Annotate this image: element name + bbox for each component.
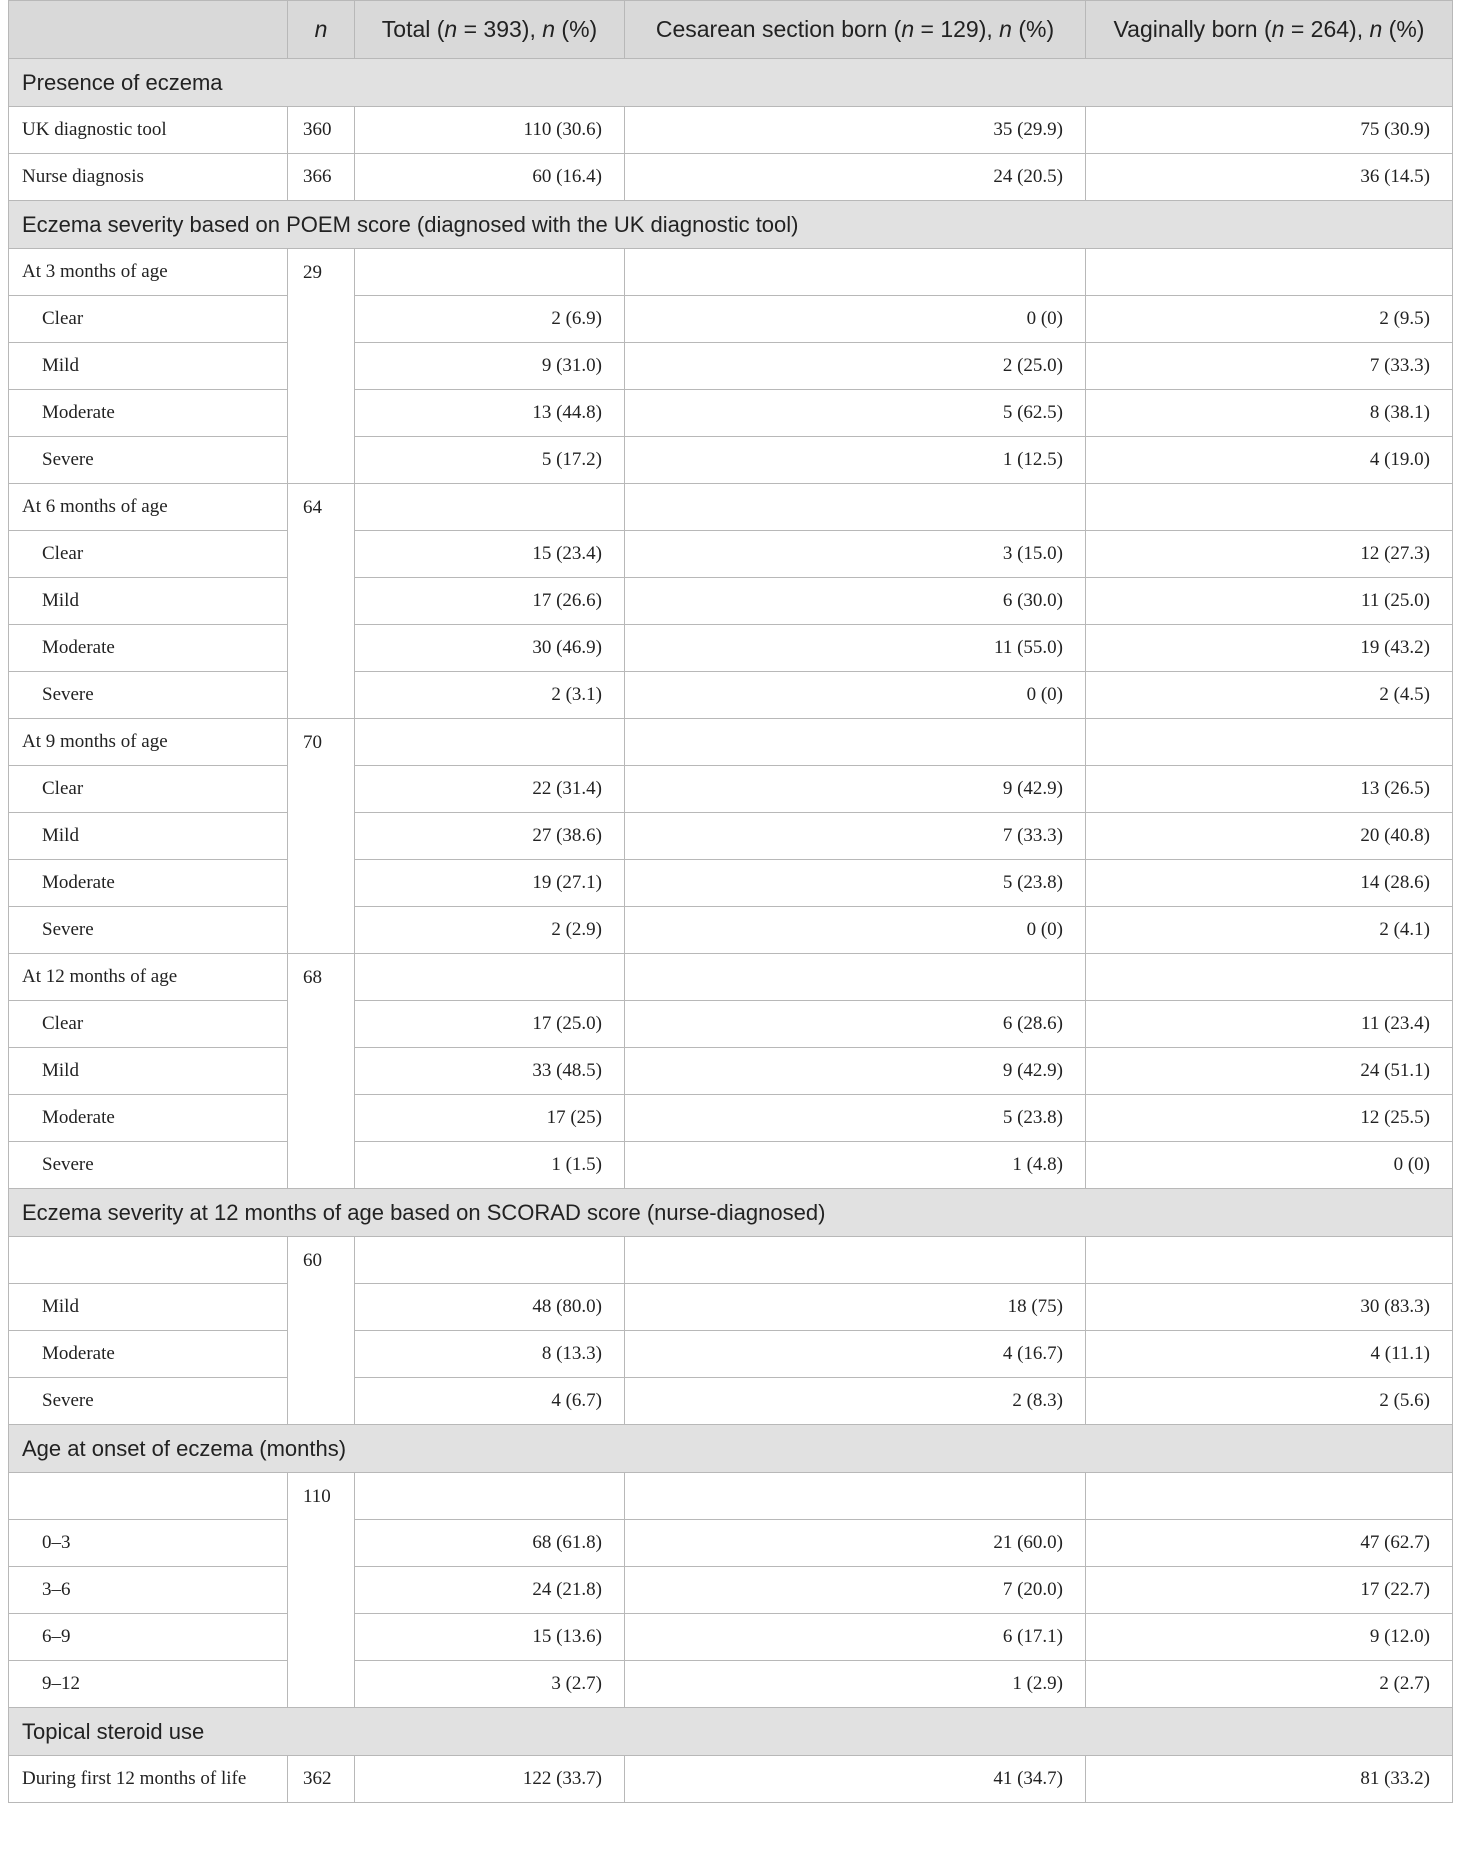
cell-cesarean: 7 (20.0) <box>625 1567 1086 1614</box>
cell-total: 4 (6.7) <box>355 1378 625 1425</box>
cell-vaginal: 2 (9.5) <box>1086 296 1453 343</box>
cell-total: 33 (48.5) <box>355 1048 625 1095</box>
cell-n: 366 <box>288 154 355 201</box>
table-row <box>9 531 1453 578</box>
cell-cesarean: 1 (4.8) <box>625 1142 1086 1189</box>
cell-vaginal: 11 (25.0) <box>1086 578 1453 625</box>
row-label: 0–3 <box>9 1520 288 1567</box>
cell-empty <box>1086 1237 1453 1284</box>
cell-vaginal: 24 (51.1) <box>1086 1048 1453 1095</box>
row-label: UK diagnostic tool <box>9 107 288 154</box>
row-label: Clear <box>9 531 288 578</box>
cell-total: 60 (16.4) <box>355 154 625 201</box>
cell-total: 8 (13.3) <box>355 1331 625 1378</box>
table-row <box>9 296 1453 343</box>
cell-cesarean: 9 (42.9) <box>625 1048 1086 1095</box>
cell-vaginal: 13 (26.5) <box>1086 766 1453 813</box>
section-row <box>9 201 1453 249</box>
cell-empty <box>625 484 1086 531</box>
row-label: Severe <box>9 672 288 719</box>
cell-cesarean: 5 (23.8) <box>625 860 1086 907</box>
cell-vaginal: 75 (30.9) <box>1086 107 1453 154</box>
header-cesarean: Cesarean section born (n = 129), n (%) <box>625 1 1086 59</box>
table-row <box>9 1331 1453 1378</box>
cell-total: 15 (13.6) <box>355 1614 625 1661</box>
cell-cesarean: 35 (29.9) <box>625 107 1086 154</box>
cell-vaginal: 19 (43.2) <box>1086 625 1453 672</box>
table-row <box>9 1756 1453 1803</box>
cell-n: 110 <box>288 1473 355 1708</box>
row-label: 9–12 <box>9 1661 288 1708</box>
cell-total: 19 (27.1) <box>355 860 625 907</box>
section-heading: Age at onset of eczema (months) <box>9 1425 1453 1473</box>
table-row <box>9 1001 1453 1048</box>
row-label: Moderate <box>9 625 288 672</box>
row-label: Moderate <box>9 860 288 907</box>
cell-vaginal: 0 (0) <box>1086 1142 1453 1189</box>
cell-total: 17 (25) <box>355 1095 625 1142</box>
cell-vaginal: 14 (28.6) <box>1086 860 1453 907</box>
table-row <box>9 625 1453 672</box>
eczema-outcomes-table <box>8 0 1453 1803</box>
section-heading: Eczema severity based on POEM score (diagnosed with the UK diagnostic tool) <box>9 201 1453 249</box>
cell-cesarean: 9 (42.9) <box>625 766 1086 813</box>
table-body <box>9 59 1453 1803</box>
cell-total: 5 (17.2) <box>355 437 625 484</box>
cell-vaginal: 17 (22.7) <box>1086 1567 1453 1614</box>
cell-empty <box>355 1237 625 1284</box>
cell-empty <box>625 249 1086 296</box>
cell-total: 30 (46.9) <box>355 625 625 672</box>
cell-cesarean: 0 (0) <box>625 907 1086 954</box>
cell-cesarean: 7 (33.3) <box>625 813 1086 860</box>
table-row <box>9 154 1453 201</box>
cell-total: 48 (80.0) <box>355 1284 625 1331</box>
cell-cesarean: 3 (15.0) <box>625 531 1086 578</box>
cell-cesarean: 5 (62.5) <box>625 390 1086 437</box>
table-row <box>9 107 1453 154</box>
cell-vaginal: 2 (4.5) <box>1086 672 1453 719</box>
group-label: At 6 months of age <box>9 484 288 531</box>
row-label: Clear <box>9 1001 288 1048</box>
cell-total: 27 (38.6) <box>355 813 625 860</box>
cell-vaginal: 47 (62.7) <box>1086 1520 1453 1567</box>
cell-empty <box>355 1473 625 1520</box>
section-row <box>9 1708 1453 1756</box>
cell-n: 60 <box>288 1237 355 1425</box>
table-row <box>9 1284 1453 1331</box>
cell-total: 13 (44.8) <box>355 390 625 437</box>
table-row <box>9 437 1453 484</box>
row-label: Clear <box>9 296 288 343</box>
group-label: At 9 months of age <box>9 719 288 766</box>
cell-total: 22 (31.4) <box>355 766 625 813</box>
table-row <box>9 813 1453 860</box>
cell-cesarean: 0 (0) <box>625 296 1086 343</box>
cell-cesarean: 4 (16.7) <box>625 1331 1086 1378</box>
group-label: At 3 months of age <box>9 249 288 296</box>
cell-empty <box>1086 484 1453 531</box>
cell-total: 17 (26.6) <box>355 578 625 625</box>
cell-vaginal: 12 (27.3) <box>1086 531 1453 578</box>
table-row <box>9 766 1453 813</box>
cell-cesarean: 11 (55.0) <box>625 625 1086 672</box>
cell-empty <box>625 719 1086 766</box>
cell-cesarean: 6 (30.0) <box>625 578 1086 625</box>
cell-empty <box>1086 249 1453 296</box>
header-total: Total (n = 393), n (%) <box>355 1 625 59</box>
cell-cesarean: 5 (23.8) <box>625 1095 1086 1142</box>
row-label: 3–6 <box>9 1567 288 1614</box>
cell-total: 24 (21.8) <box>355 1567 625 1614</box>
cell-cesarean: 1 (2.9) <box>625 1661 1086 1708</box>
cell-vaginal: 12 (25.5) <box>1086 1095 1453 1142</box>
group-label <box>9 1473 288 1520</box>
row-label: Mild <box>9 343 288 390</box>
group-label <box>9 1237 288 1284</box>
cell-empty <box>625 954 1086 1001</box>
cell-vaginal: 9 (12.0) <box>1086 1614 1453 1661</box>
cell-total: 68 (61.8) <box>355 1520 625 1567</box>
table-row <box>9 390 1453 437</box>
cell-total: 9 (31.0) <box>355 343 625 390</box>
cell-total: 110 (30.6) <box>355 107 625 154</box>
section-heading: Topical steroid use <box>9 1708 1453 1756</box>
group-label: At 12 months of age <box>9 954 288 1001</box>
row-label: Moderate <box>9 390 288 437</box>
cell-cesarean: 2 (25.0) <box>625 343 1086 390</box>
table-row <box>9 1661 1453 1708</box>
cell-cesarean: 1 (12.5) <box>625 437 1086 484</box>
cell-n: 68 <box>288 954 355 1189</box>
cell-n: 362 <box>288 1756 355 1803</box>
cell-vaginal: 36 (14.5) <box>1086 154 1453 201</box>
table-row <box>9 1048 1453 1095</box>
cell-vaginal: 2 (4.1) <box>1086 907 1453 954</box>
cell-vaginal: 20 (40.8) <box>1086 813 1453 860</box>
header-row <box>9 1 1453 59</box>
table-row <box>9 672 1453 719</box>
row-label: Clear <box>9 766 288 813</box>
cell-total: 2 (3.1) <box>355 672 625 719</box>
cell-total: 15 (23.4) <box>355 531 625 578</box>
row-label: Mild <box>9 813 288 860</box>
cell-cesarean: 41 (34.7) <box>625 1756 1086 1803</box>
cell-total: 1 (1.5) <box>355 1142 625 1189</box>
table-row <box>9 860 1453 907</box>
section-row <box>9 1189 1453 1237</box>
cell-cesarean: 18 (75) <box>625 1284 1086 1331</box>
table-row <box>9 578 1453 625</box>
section-heading: Eczema severity at 12 months of age based on SCORAD score (nurse-diagnosed) <box>9 1189 1453 1237</box>
header-vaginal: Vaginally born (n = 264), n (%) <box>1086 1 1453 59</box>
cell-vaginal: 30 (83.3) <box>1086 1284 1453 1331</box>
row-label: Moderate <box>9 1331 288 1378</box>
row-label: Mild <box>9 1048 288 1095</box>
cell-cesarean: 21 (60.0) <box>625 1520 1086 1567</box>
cell-total: 17 (25.0) <box>355 1001 625 1048</box>
cell-vaginal: 8 (38.1) <box>1086 390 1453 437</box>
group-row <box>9 954 1453 1001</box>
cell-empty <box>355 484 625 531</box>
table-row <box>9 343 1453 390</box>
section-heading: Presence of eczema <box>9 59 1453 107</box>
cell-n: 360 <box>288 107 355 154</box>
header-label <box>9 1 288 59</box>
row-label: Severe <box>9 1142 288 1189</box>
cell-empty <box>355 719 625 766</box>
table-row <box>9 1567 1453 1614</box>
table-row <box>9 1378 1453 1425</box>
cell-cesarean: 0 (0) <box>625 672 1086 719</box>
cell-vaginal: 11 (23.4) <box>1086 1001 1453 1048</box>
row-label: Mild <box>9 1284 288 1331</box>
section-row <box>9 59 1453 107</box>
cell-empty <box>1086 719 1453 766</box>
row-label: During first 12 months of life <box>9 1756 288 1803</box>
table-row <box>9 1095 1453 1142</box>
header-n: n <box>288 1 355 59</box>
cell-cesarean: 6 (28.6) <box>625 1001 1086 1048</box>
row-label: Mild <box>9 578 288 625</box>
cell-n: 29 <box>288 249 355 484</box>
cell-vaginal: 4 (19.0) <box>1086 437 1453 484</box>
row-label: Nurse diagnosis <box>9 154 288 201</box>
table-row <box>9 1614 1453 1661</box>
row-label: Severe <box>9 1378 288 1425</box>
cell-n: 64 <box>288 484 355 719</box>
row-label: 6–9 <box>9 1614 288 1661</box>
cell-total: 2 (2.9) <box>355 907 625 954</box>
cell-empty <box>355 249 625 296</box>
cell-vaginal: 4 (11.1) <box>1086 1331 1453 1378</box>
group-row <box>9 484 1453 531</box>
row-label: Severe <box>9 907 288 954</box>
eczema-table-container <box>8 0 1452 1803</box>
table-row <box>9 1520 1453 1567</box>
group-row <box>9 1473 1453 1520</box>
cell-empty <box>625 1473 1086 1520</box>
section-row <box>9 1425 1453 1473</box>
cell-cesarean: 24 (20.5) <box>625 154 1086 201</box>
cell-empty <box>1086 954 1453 1001</box>
cell-empty <box>625 1237 1086 1284</box>
cell-total: 2 (6.9) <box>355 296 625 343</box>
cell-vaginal: 2 (2.7) <box>1086 1661 1453 1708</box>
cell-cesarean: 6 (17.1) <box>625 1614 1086 1661</box>
cell-total: 3 (2.7) <box>355 1661 625 1708</box>
group-row <box>9 1237 1453 1284</box>
cell-vaginal: 7 (33.3) <box>1086 343 1453 390</box>
group-row <box>9 249 1453 296</box>
row-label: Moderate <box>9 1095 288 1142</box>
cell-total: 122 (33.7) <box>355 1756 625 1803</box>
cell-vaginal: 81 (33.2) <box>1086 1756 1453 1803</box>
row-label: Severe <box>9 437 288 484</box>
cell-n: 70 <box>288 719 355 954</box>
table-row <box>9 1142 1453 1189</box>
table-row <box>9 907 1453 954</box>
group-row <box>9 719 1453 766</box>
cell-empty <box>1086 1473 1453 1520</box>
cell-cesarean: 2 (8.3) <box>625 1378 1086 1425</box>
cell-empty <box>355 954 625 1001</box>
cell-vaginal: 2 (5.6) <box>1086 1378 1453 1425</box>
